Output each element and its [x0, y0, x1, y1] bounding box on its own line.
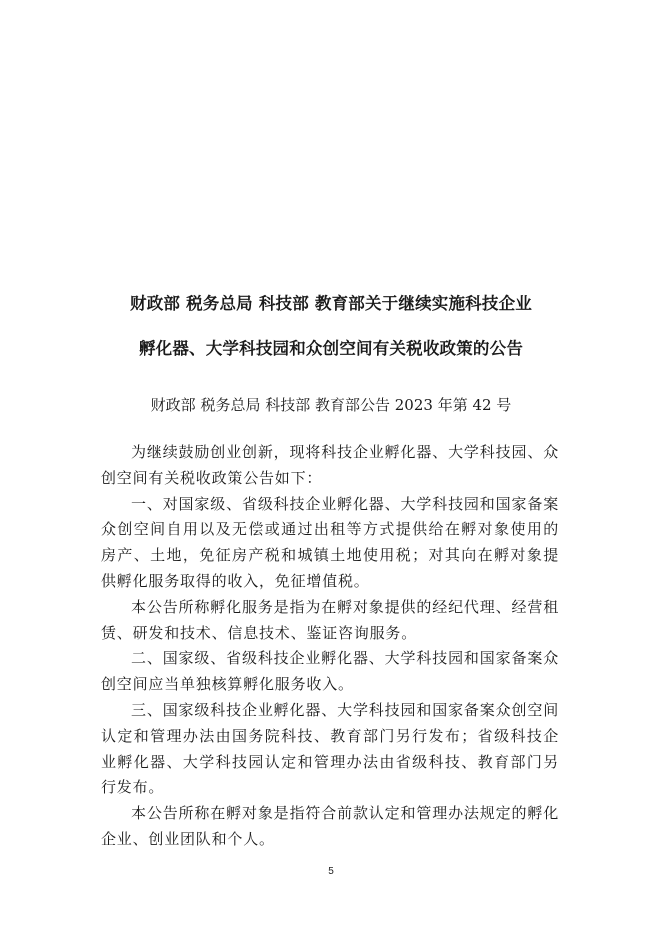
- document-title-line-1: 财政部 税务总局 科技部 教育部关于继续实施科技企业: [130, 294, 532, 313]
- document-number: 财政部 税务总局 科技部 教育部公告 2023 年第 42 号: [150, 396, 512, 414]
- paragraph-incubatee-definition: 本公告所称在孵对象是指符合前款认定和管理办法规定的孵化企业、创业团队和个人。: [101, 804, 559, 848]
- paragraph-article-3: 三、国家级科技企业孵化器、大学科技园和国家备案众创空间认定和管理办法由国务院科技、教育部门另行发布；省级科技企业孵化器、大学科技园认定和管理办法由省级科技、教育部门另行发布。: [101, 700, 559, 797]
- document-body: [101, 440, 559, 853]
- paragraph-intro: 为继续鼓励创业创新，现将科技企业孵化器、大学科技园、众创空间有关税收政策公告如下：: [101, 443, 559, 487]
- page-number: 5: [328, 866, 334, 877]
- paragraph-incubation-definition: 本公告所称孵化服务是指为在孵对象提供的经纪代理、经营租赁、研发和技术、信息技术、鉴证咨询服务。: [101, 597, 559, 642]
- paragraph-article-2: 二、国家级、省级科技企业孵化器、大学科技园和国家备案众创空间应当单独核算孵化服务收入。: [101, 649, 559, 694]
- document-title-line-2: 孵化器、大学科技园和众创空间有关税收政策的公告: [138, 339, 524, 358]
- paragraph-article-1: 一、对国家级、省级科技企业孵化器、大学科技园和国家备案众创空间自用以及无偿或通过出租等方式提供给在孵对象使用的房产、土地，免征房产税和城镇土地使用税；对其向在孵对象提供孵化服务取得的收入，免征增值税。: [101, 494, 559, 590]
